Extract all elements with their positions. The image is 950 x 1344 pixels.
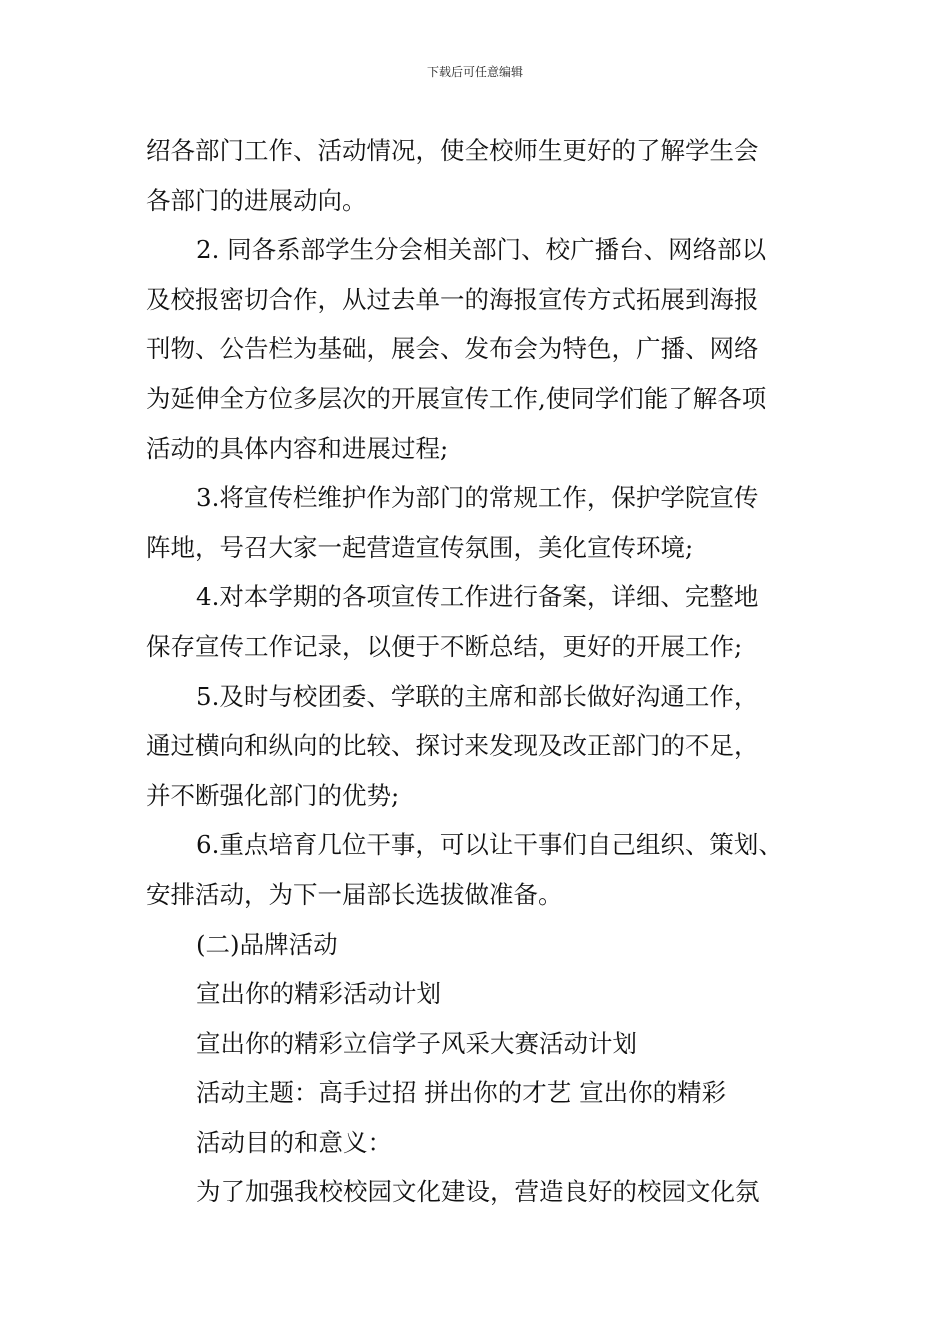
text-line: 为延伸全方位多层次的开展宣传工作,使同学们能了解各项 [146, 383, 767, 413]
text-line: 安排活动，为下一届部长选拔做准备。 [146, 879, 563, 909]
text-line: 通过横向和纵向的比较、探讨来发现及改正部门的不足， [146, 731, 759, 761]
text-line: 活动的具体内容和进展过程; [146, 433, 449, 463]
section-heading: (二)品牌活动 [196, 929, 338, 959]
text-line: 及校报密切合作，从过去单一的海报宣传方式拓展到海报 [146, 284, 759, 314]
text-line: 活动目的和意义： [196, 1127, 392, 1157]
text-line: 刊物、公告栏为基础，展会、发布会为特色，广播、网络 [146, 334, 759, 364]
text-line: 3.将宣传栏维护作为部门的常规工作，保护学院宣传 [196, 483, 759, 513]
text-line: 并不断强化部门的优势; [146, 780, 400, 810]
text-line: 6.重点培育几位干事，可以让干事们自己组织、策划、 [196, 830, 783, 860]
text-line: 绍各部门工作、活动情况，使全校师生更好的了解学生会 [146, 136, 759, 165]
text-line: 为了加强我校校园文化建设，营造良好的校园文化氛 [196, 1177, 760, 1207]
text-line: 各部门的进展动向。 [146, 185, 367, 215]
document-body [146, 126, 816, 1217]
page-header: 下载后可任意编辑 [426, 65, 523, 79]
text-line: 5.及时与校团委、学联的主席和部长做好沟通工作， [196, 681, 759, 711]
text-line: 2. 同各系部学生分会相关部门、校广播台、网络部以 [196, 235, 767, 265]
text-line: 活动主题：高手过招 拼出你的才艺 宣出你的精彩 [196, 1078, 727, 1108]
text-line: 保存宣传工作记录，以便于不断总结，更好的开展工作; [146, 631, 743, 661]
text-line: 宣出你的精彩活动计划 [196, 979, 441, 1009]
text-line: 4.对本学期的各项宣传工作进行备案，详细、完整地 [196, 582, 759, 612]
text-line: 阵地，号召大家一起营造宣传氛围，美化宣传环境; [146, 532, 694, 562]
text-line: 宣出你的精彩立信学子风采大赛活动计划 [196, 1028, 637, 1058]
